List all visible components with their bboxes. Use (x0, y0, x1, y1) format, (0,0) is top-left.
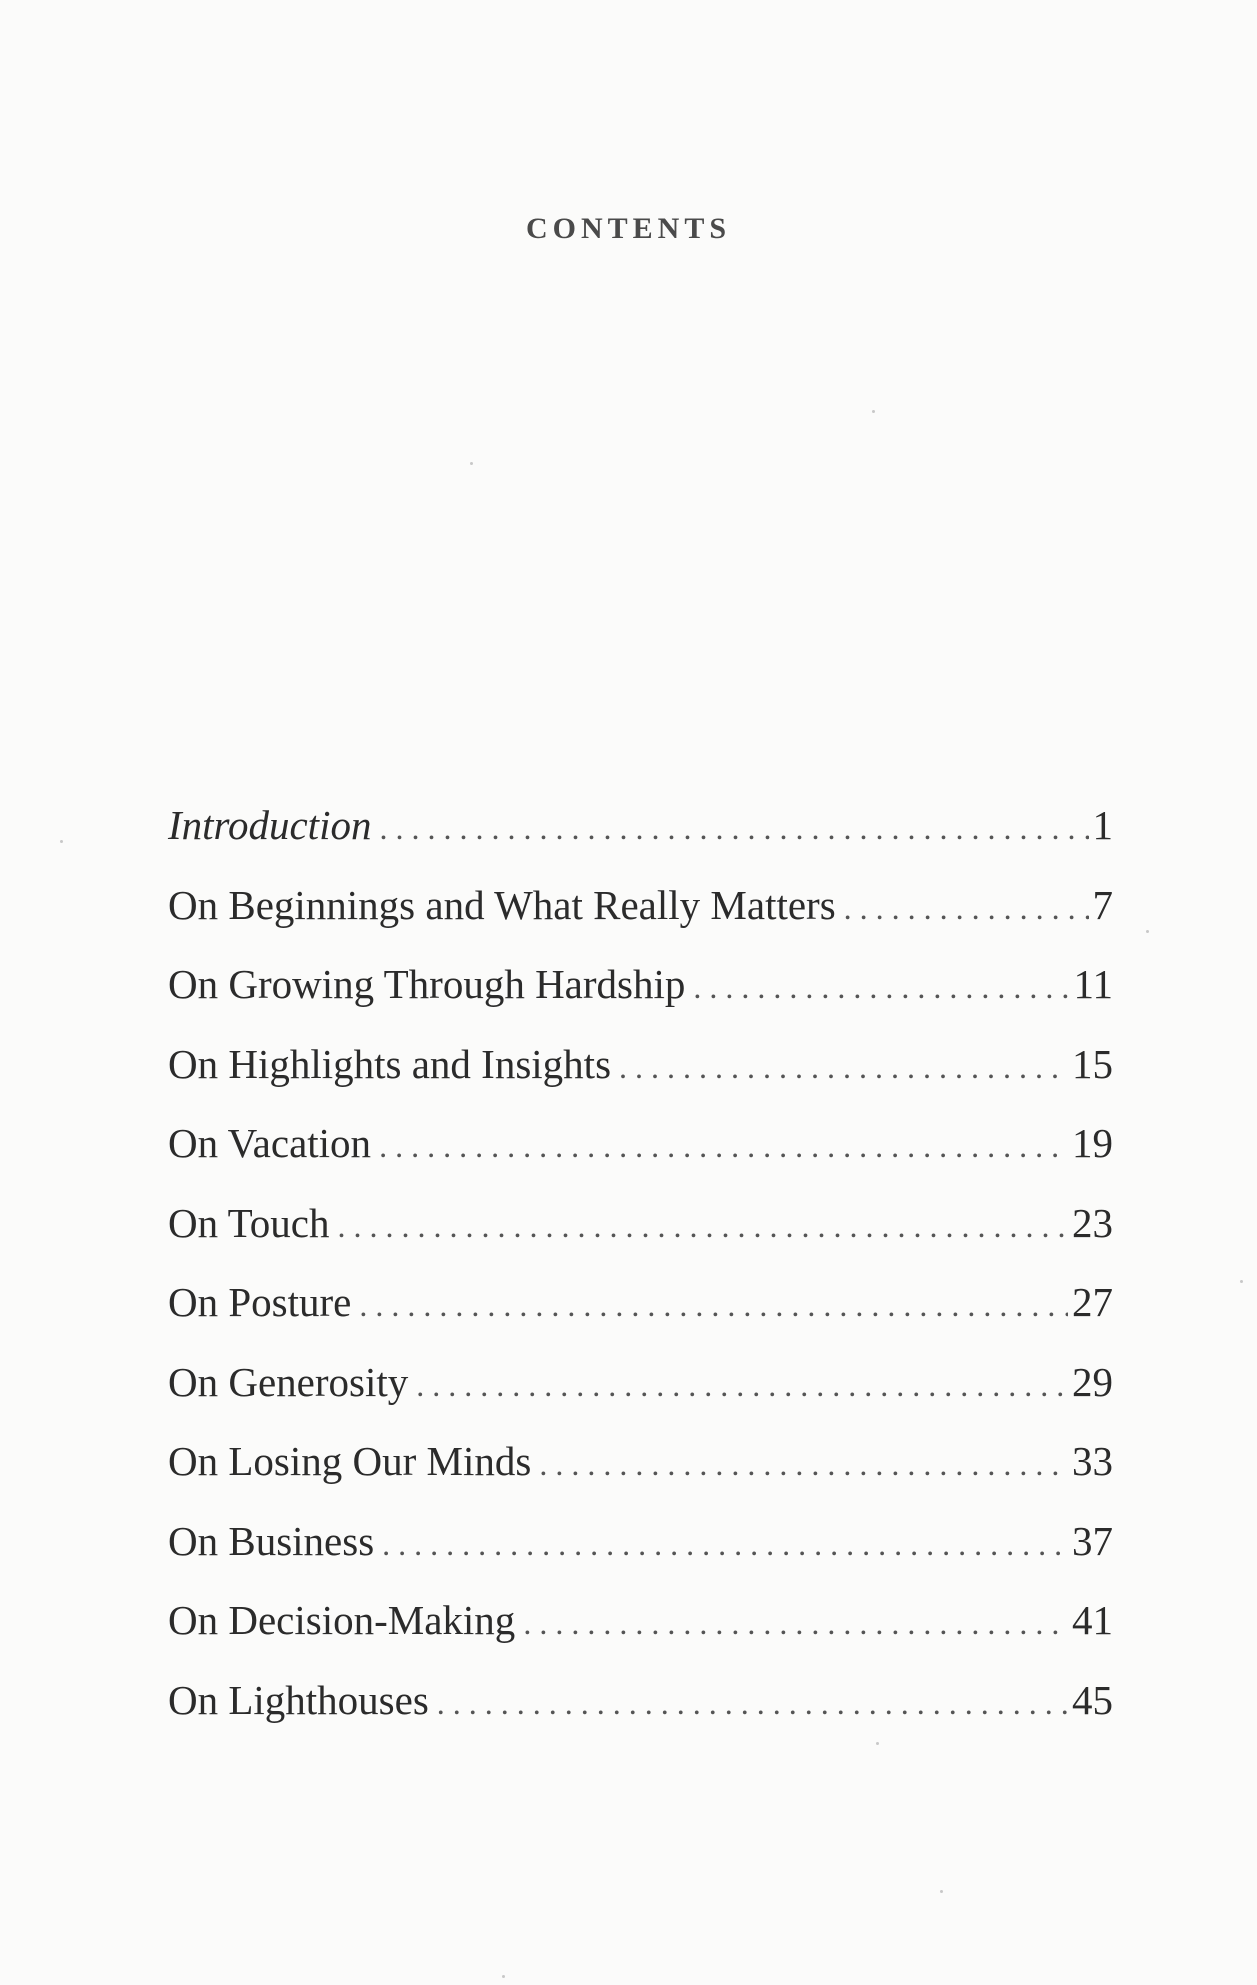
toc-entry-page: 29 (1072, 1358, 1113, 1405)
scan-speck (60, 840, 63, 843)
toc-entry-page: 27 (1072, 1279, 1113, 1325)
toc-entry-page: 19 (1072, 1120, 1113, 1166)
table-of-contents (168, 786, 1113, 1740)
toc-entry-title: On Vacation (168, 1120, 372, 1166)
toc-entry-title: On Losing Our Minds (168, 1438, 532, 1484)
dot-leader (844, 869, 1089, 949)
dot-leader (382, 1505, 1068, 1585)
dot-leader (359, 1266, 1068, 1346)
dot-leader (379, 789, 1088, 869)
toc-entry-page: 45 (1072, 1676, 1113, 1723)
dot-leader (437, 1664, 1068, 1744)
scan-speck (876, 1742, 879, 1745)
scan-speck (502, 1975, 505, 1978)
toc-entry-beginnings[interactable] (168, 866, 1113, 946)
toc-entry-title: On Posture (168, 1279, 352, 1325)
scan-speck (940, 1890, 943, 1893)
toc-entry-hardship[interactable] (168, 945, 1113, 1025)
toc-entry-decision-making[interactable] (168, 1581, 1113, 1661)
toc-entry-page: 23 (1072, 1199, 1113, 1246)
toc-entry-page: 37 (1072, 1517, 1113, 1564)
toc-entry-touch[interactable] (168, 1184, 1113, 1264)
toc-entry-title: On Lighthouses (168, 1676, 429, 1723)
toc-entry-generosity[interactable] (168, 1343, 1113, 1423)
toc-entry-introduction[interactable] (168, 786, 1113, 866)
scan-speck (1240, 1280, 1243, 1283)
toc-entry-title: On Touch (168, 1199, 330, 1246)
toc-entry-page: 15 (1072, 1040, 1113, 1087)
dot-leader (416, 1346, 1068, 1426)
toc-entry-page: 7 (1092, 881, 1113, 928)
toc-entry-title: On Business (168, 1517, 375, 1564)
toc-entry-title: On Generosity (168, 1358, 409, 1405)
contents-heading: CONTENTS (525, 212, 732, 245)
toc-entry-title: Introduction (168, 802, 372, 848)
dot-leader (619, 1028, 1068, 1108)
dot-leader (693, 948, 1069, 1028)
toc-entry-posture[interactable] (168, 1263, 1113, 1343)
toc-entry-highlights[interactable] (168, 1025, 1113, 1105)
toc-entry-page: 11 (1073, 961, 1113, 1007)
dot-leader (338, 1187, 1069, 1267)
toc-entry-title: On Decision-Making (168, 1597, 516, 1643)
scan-speck (872, 410, 875, 413)
toc-entry-losing-minds[interactable] (168, 1422, 1113, 1502)
toc-entry-page: 41 (1072, 1597, 1113, 1643)
scan-speck (470, 462, 473, 465)
toc-entry-page: 1 (1092, 802, 1113, 848)
toc-entry-title: On Growing Through Hardship (168, 961, 686, 1007)
toc-entry-title: On Beginnings and What Really Matters (168, 881, 836, 928)
dot-leader (539, 1425, 1068, 1505)
toc-entry-business[interactable] (168, 1502, 1113, 1582)
toc-entry-title: On Highlights and Insights (168, 1040, 612, 1087)
dot-leader (523, 1584, 1068, 1664)
toc-entry-page: 33 (1072, 1438, 1113, 1484)
toc-entry-lighthouses[interactable] (168, 1661, 1113, 1741)
dot-leader (379, 1107, 1068, 1187)
scan-speck (1146, 930, 1149, 933)
toc-entry-vacation[interactable] (168, 1104, 1113, 1184)
